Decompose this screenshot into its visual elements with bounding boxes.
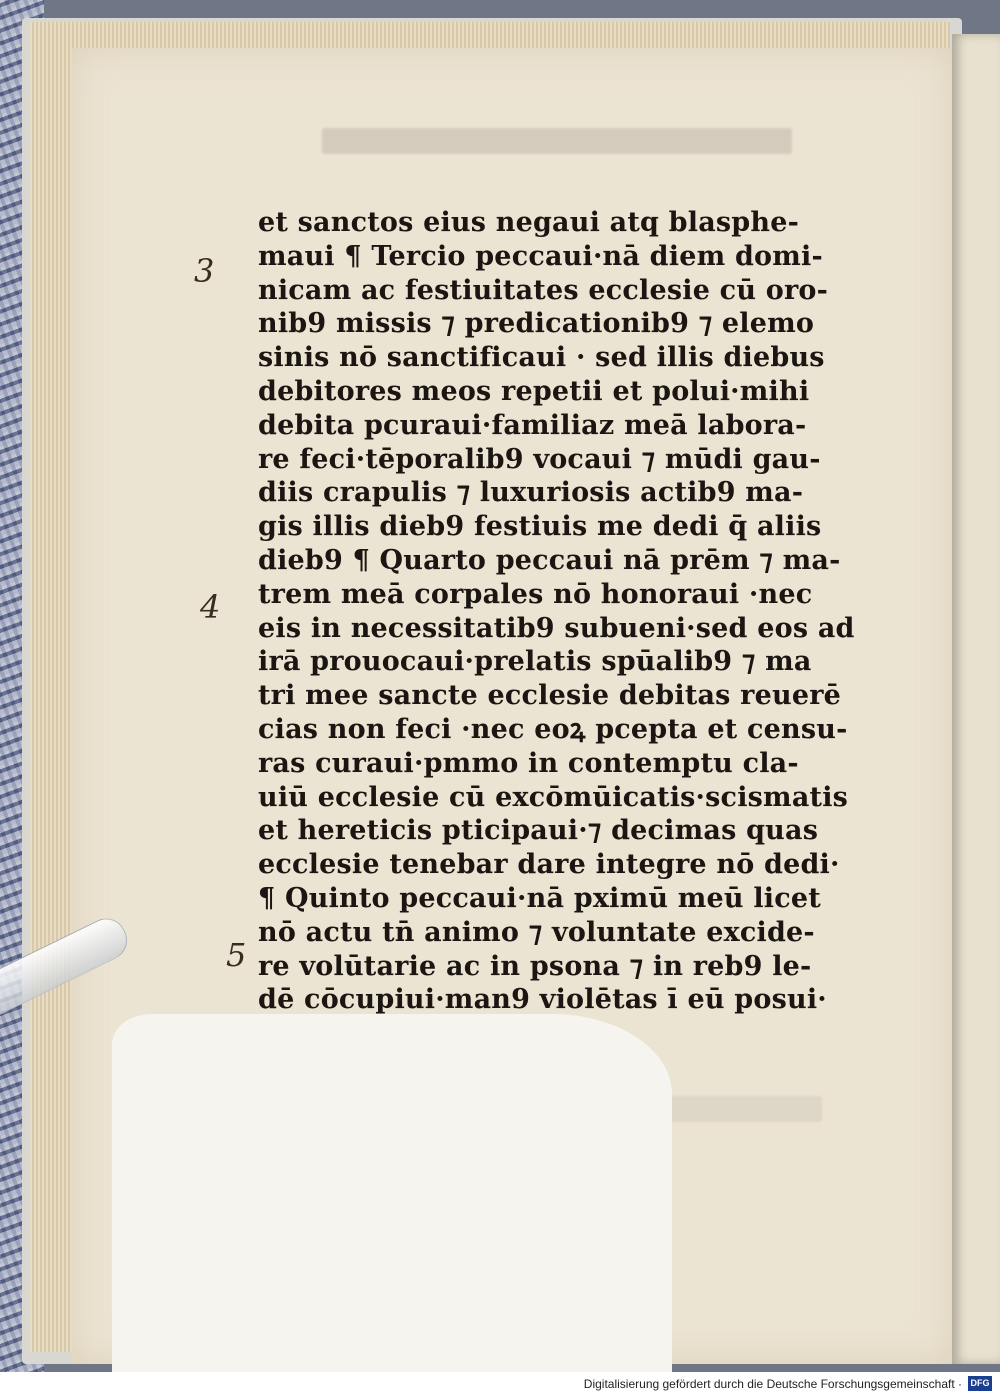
page-text bbox=[258, 206, 855, 1017]
text-line: maui ¶ Tercio peccaui·nā diem domi- bbox=[258, 240, 823, 272]
text-line: ras curaui·pmmo in contemptu cla- bbox=[258, 747, 799, 779]
text-line: debitores meos repetii et polui·mihi bbox=[258, 375, 810, 407]
text-line: cias non feci ·nec eoꝝ pcepta et censu- bbox=[258, 713, 848, 745]
text-line: irā prouocaui·prelatis spūalib9 ⁊ ma bbox=[258, 646, 812, 678]
damaged-page-area bbox=[112, 1014, 672, 1372]
text-line: diis crapulis ⁊ luxuriosis actib9 ma- bbox=[258, 477, 804, 509]
text-line: trem meā corpales nō honoraui ·nec bbox=[258, 578, 813, 610]
text-line: re feci·tēporalib9 vocaui ⁊ mūdi gau- bbox=[258, 443, 821, 475]
text-line: dē cōcupiui·man9 violētas ī eū posui· bbox=[258, 984, 827, 1016]
show-through-text bbox=[322, 128, 792, 154]
text-line: et hereticis pticipaui·⁊ decimas quas bbox=[258, 815, 819, 847]
dfg-logo: DFG bbox=[968, 1376, 992, 1391]
text-line: gis illis dieb9 festiuis me dedi q̄ aliis bbox=[258, 511, 822, 543]
margin-note: 5 bbox=[226, 936, 247, 974]
text-line: sinis nō sanctificaui · sed illis diebus bbox=[258, 342, 825, 374]
footer-bar bbox=[0, 1372, 1000, 1397]
text-line: nō actu tn̄ animo ⁊ voluntate excide- bbox=[258, 916, 815, 948]
margin-note: 3 bbox=[194, 252, 215, 290]
funding-note: Digitalisierung gefördert durch die Deutsche Forschungsgemeinschaft · bbox=[583, 1377, 962, 1391]
text-line: dieb9 ¶ Quarto peccaui nā prēm ⁊ ma- bbox=[258, 544, 841, 576]
text-line: nib9 missis ⁊ predicationib9 ⁊ elemo bbox=[258, 308, 815, 340]
facing-page-edge bbox=[952, 34, 1000, 1364]
margin-note: 4 bbox=[200, 588, 221, 626]
text-line: ecclesie tenebar dare integre nō dedi· bbox=[258, 849, 840, 881]
text-line: et sanctos eius negaui atq blasphe- bbox=[258, 207, 800, 238]
text-line: re volūtarie ac in psona ⁊ in reb9 le- bbox=[258, 950, 812, 982]
text-line: debita pcuraui·familiaz meā labora- bbox=[258, 409, 807, 441]
text-line: nicam ac festiuitates ecclesie cū oro- bbox=[258, 274, 828, 306]
text-line: tri mee sancte ecclesie debitas reuerē bbox=[258, 680, 841, 712]
text-line: eis in necessitatib9 subueni·sed eos ad bbox=[258, 612, 855, 644]
text-line: uiū ecclesie cū excōmūicatis·scismatis bbox=[258, 781, 849, 813]
text-line: ¶ Quinto peccaui·nā pximū meū licet bbox=[258, 882, 821, 914]
